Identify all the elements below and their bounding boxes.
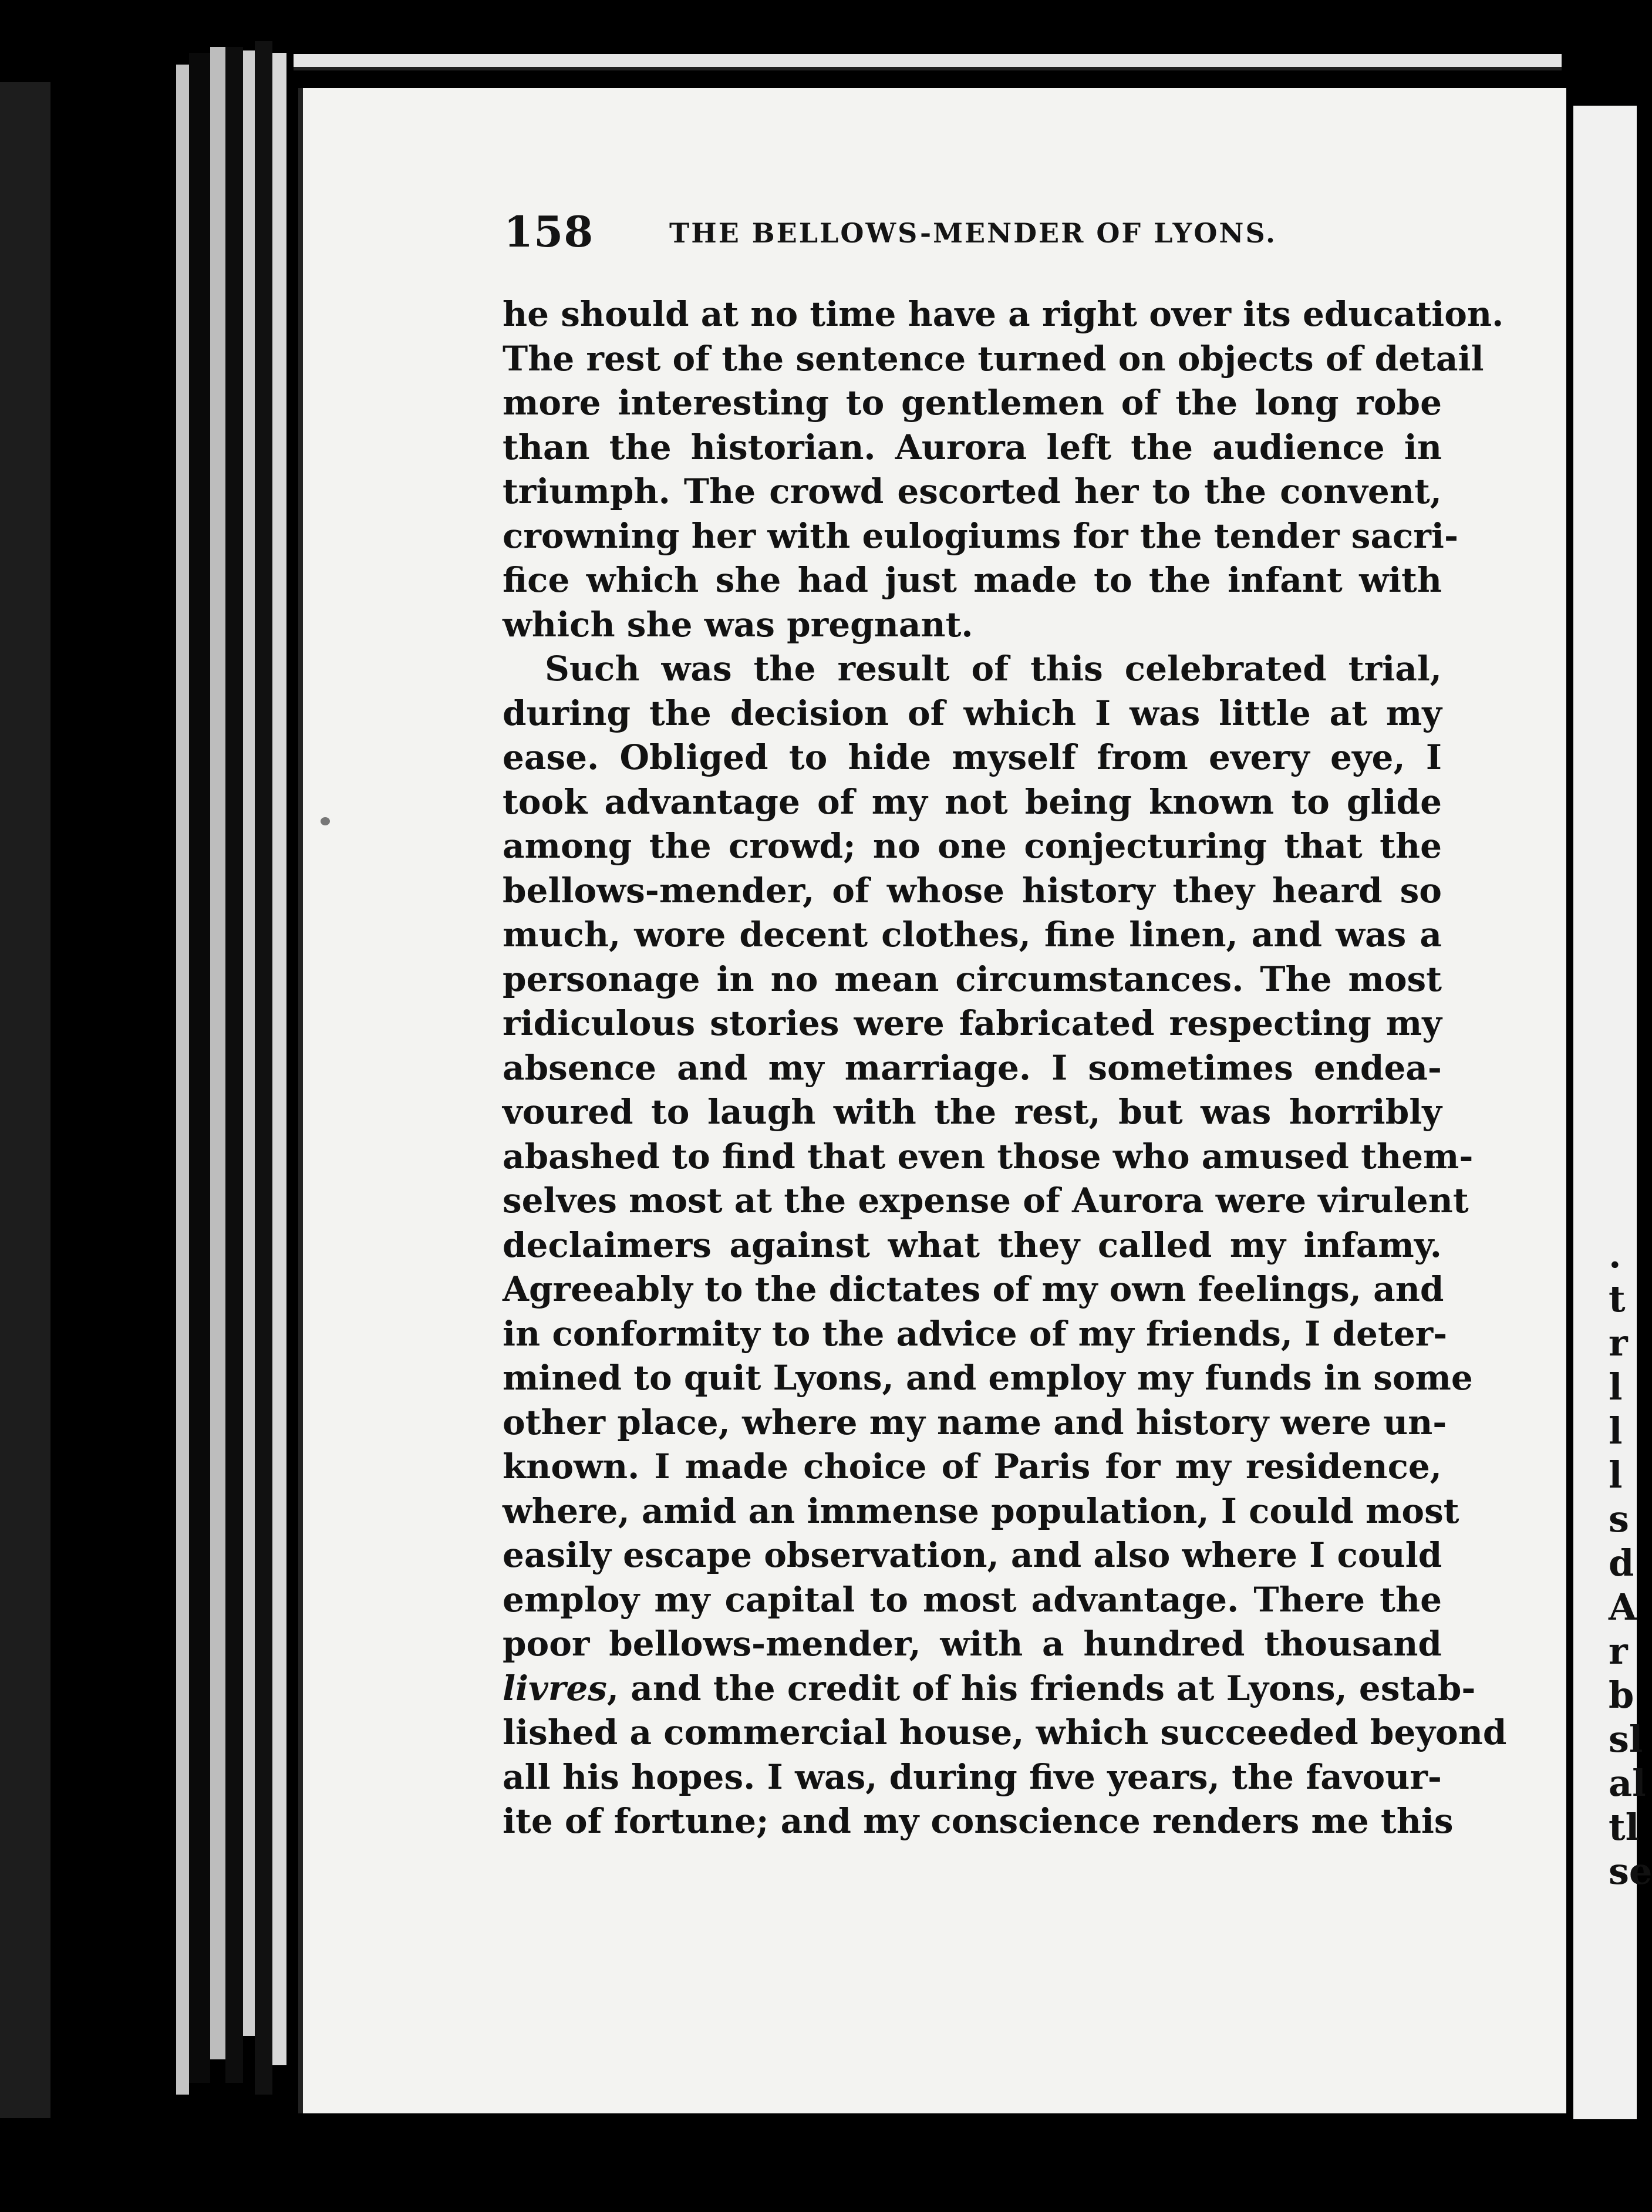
body-text (503, 292, 1507, 1844)
text-line: other place, where my name and history were un- (503, 1402, 1447, 1442)
text-line: ease. Obliged to hide myself from every eye, I (503, 737, 1442, 777)
text-line: in conformity to the advice of my friends, I deter- (503, 1313, 1448, 1354)
text-line: crowning her with eulogiums for the tender sacri- (503, 515, 1459, 556)
text-line: easily escape observation, and also where I could (503, 1535, 1442, 1575)
next-page-fragment: sl (1609, 1718, 1643, 1761)
page-edge (210, 47, 225, 2059)
text-line: known. I made choice of Paris for my residence, (503, 1446, 1442, 1486)
text-line: lished a commercial house, which succeeded beyond (503, 1712, 1507, 1752)
next-page-fragment: A (1609, 1586, 1637, 1628)
text-line: during the decision of which I was little at my (503, 693, 1442, 733)
text-line: triumph. The crowd escorted her to the convent, (503, 471, 1442, 511)
text-line: voured to laugh with the rest, but was horribly (503, 1092, 1442, 1132)
text-line: The rest of the sentence turned on objects of detail (503, 338, 1484, 379)
next-page-fragment: b (1609, 1674, 1634, 1717)
paper-speck (321, 817, 330, 825)
page-top-edge (294, 54, 1562, 70)
paragraph-first-line: Such was the result of this celebrated trial, (545, 649, 1442, 689)
italic-word: livres (503, 1668, 607, 1708)
page-edge-shadow (189, 53, 210, 2083)
text-line: poor bellows-mender, with a hundred thousand (503, 1624, 1442, 1664)
text-line: he should at no time have a right over its education. (503, 294, 1504, 334)
next-page-fragment: al (1609, 1762, 1646, 1805)
text-line: employ my capital to most advantage. There the (503, 1579, 1442, 1620)
next-page-fragment: r (1609, 1630, 1628, 1673)
next-page-fragment: . (1609, 1233, 1621, 1276)
next-page-fragment: s (1609, 1498, 1629, 1540)
next-page-fragment: t (1609, 1277, 1626, 1320)
text-line: selves most at the expense of Aurora were virulent (503, 1181, 1469, 1220)
text-line: ridiculous stories were fabricated respecting my (503, 1003, 1442, 1043)
binding-shadow (0, 82, 50, 2118)
page-edge-shadow (225, 47, 243, 2083)
text-line: Agreeably to the dictates of my own feelings, and (503, 1269, 1444, 1309)
text-line: bellows-mender, of whose history they heard so (503, 870, 1442, 911)
page-number: 158 (504, 207, 594, 257)
text-line: fice which she had just made to the infant with (503, 560, 1442, 600)
next-page-fragment: l (1609, 1365, 1623, 1408)
text-line: where, amid an immense population, I could most (503, 1491, 1459, 1531)
text-line: which she was pregnant. (503, 604, 973, 645)
page-edge-shadow (255, 41, 272, 2095)
text-line: more interesting to gentlemen of the long robe (503, 383, 1442, 423)
page-edge (176, 65, 189, 2095)
text-line: declaimers against what they called my infamy. (503, 1225, 1442, 1265)
next-page-fragment: l (1609, 1410, 1623, 1452)
text-line-with-italic (503, 1667, 1476, 1711)
next-page-fragment: tl (1609, 1806, 1640, 1849)
next-page-fragment: l (1609, 1454, 1623, 1496)
page-edge (272, 53, 286, 2065)
next-page-fragment: d (1609, 1542, 1634, 1584)
text-line: mined to quit Lyons, and employ my funds in some (503, 1358, 1473, 1398)
next-page-fragment: r (1609, 1321, 1628, 1364)
text-line: all his hopes. I was, during five years, the favour- (503, 1756, 1442, 1797)
text-line-rest: , and the credit of his friends at Lyons, estab- (606, 1668, 1476, 1708)
binding-gap (65, 0, 176, 2212)
next-page-fragment: se (1609, 1850, 1652, 1893)
text-line: absence and my marriage. I sometimes endea- (503, 1047, 1442, 1088)
text-line: abashed to find that even those who amused them- (503, 1136, 1474, 1176)
text-line: personage in no mean circumstances. The most (503, 959, 1442, 999)
running-title: THE BELLOWS-MENDER OF LYONS. (669, 217, 1277, 249)
text-line: ite of fortune; and my conscience renders me this (503, 1801, 1454, 1841)
text-line: took advantage of my not being known to glide (503, 781, 1442, 822)
text-line: much, wore decent clothes, fine linen, and was a (503, 915, 1442, 955)
next-page-text-fragments (1609, 1233, 1652, 1893)
text-line: among the crowd; no one conjecturing that the (503, 826, 1442, 866)
page-header (504, 207, 1443, 259)
page-edge (243, 50, 255, 2036)
text-line: than the historian. Aurora left the audience in (503, 427, 1442, 467)
